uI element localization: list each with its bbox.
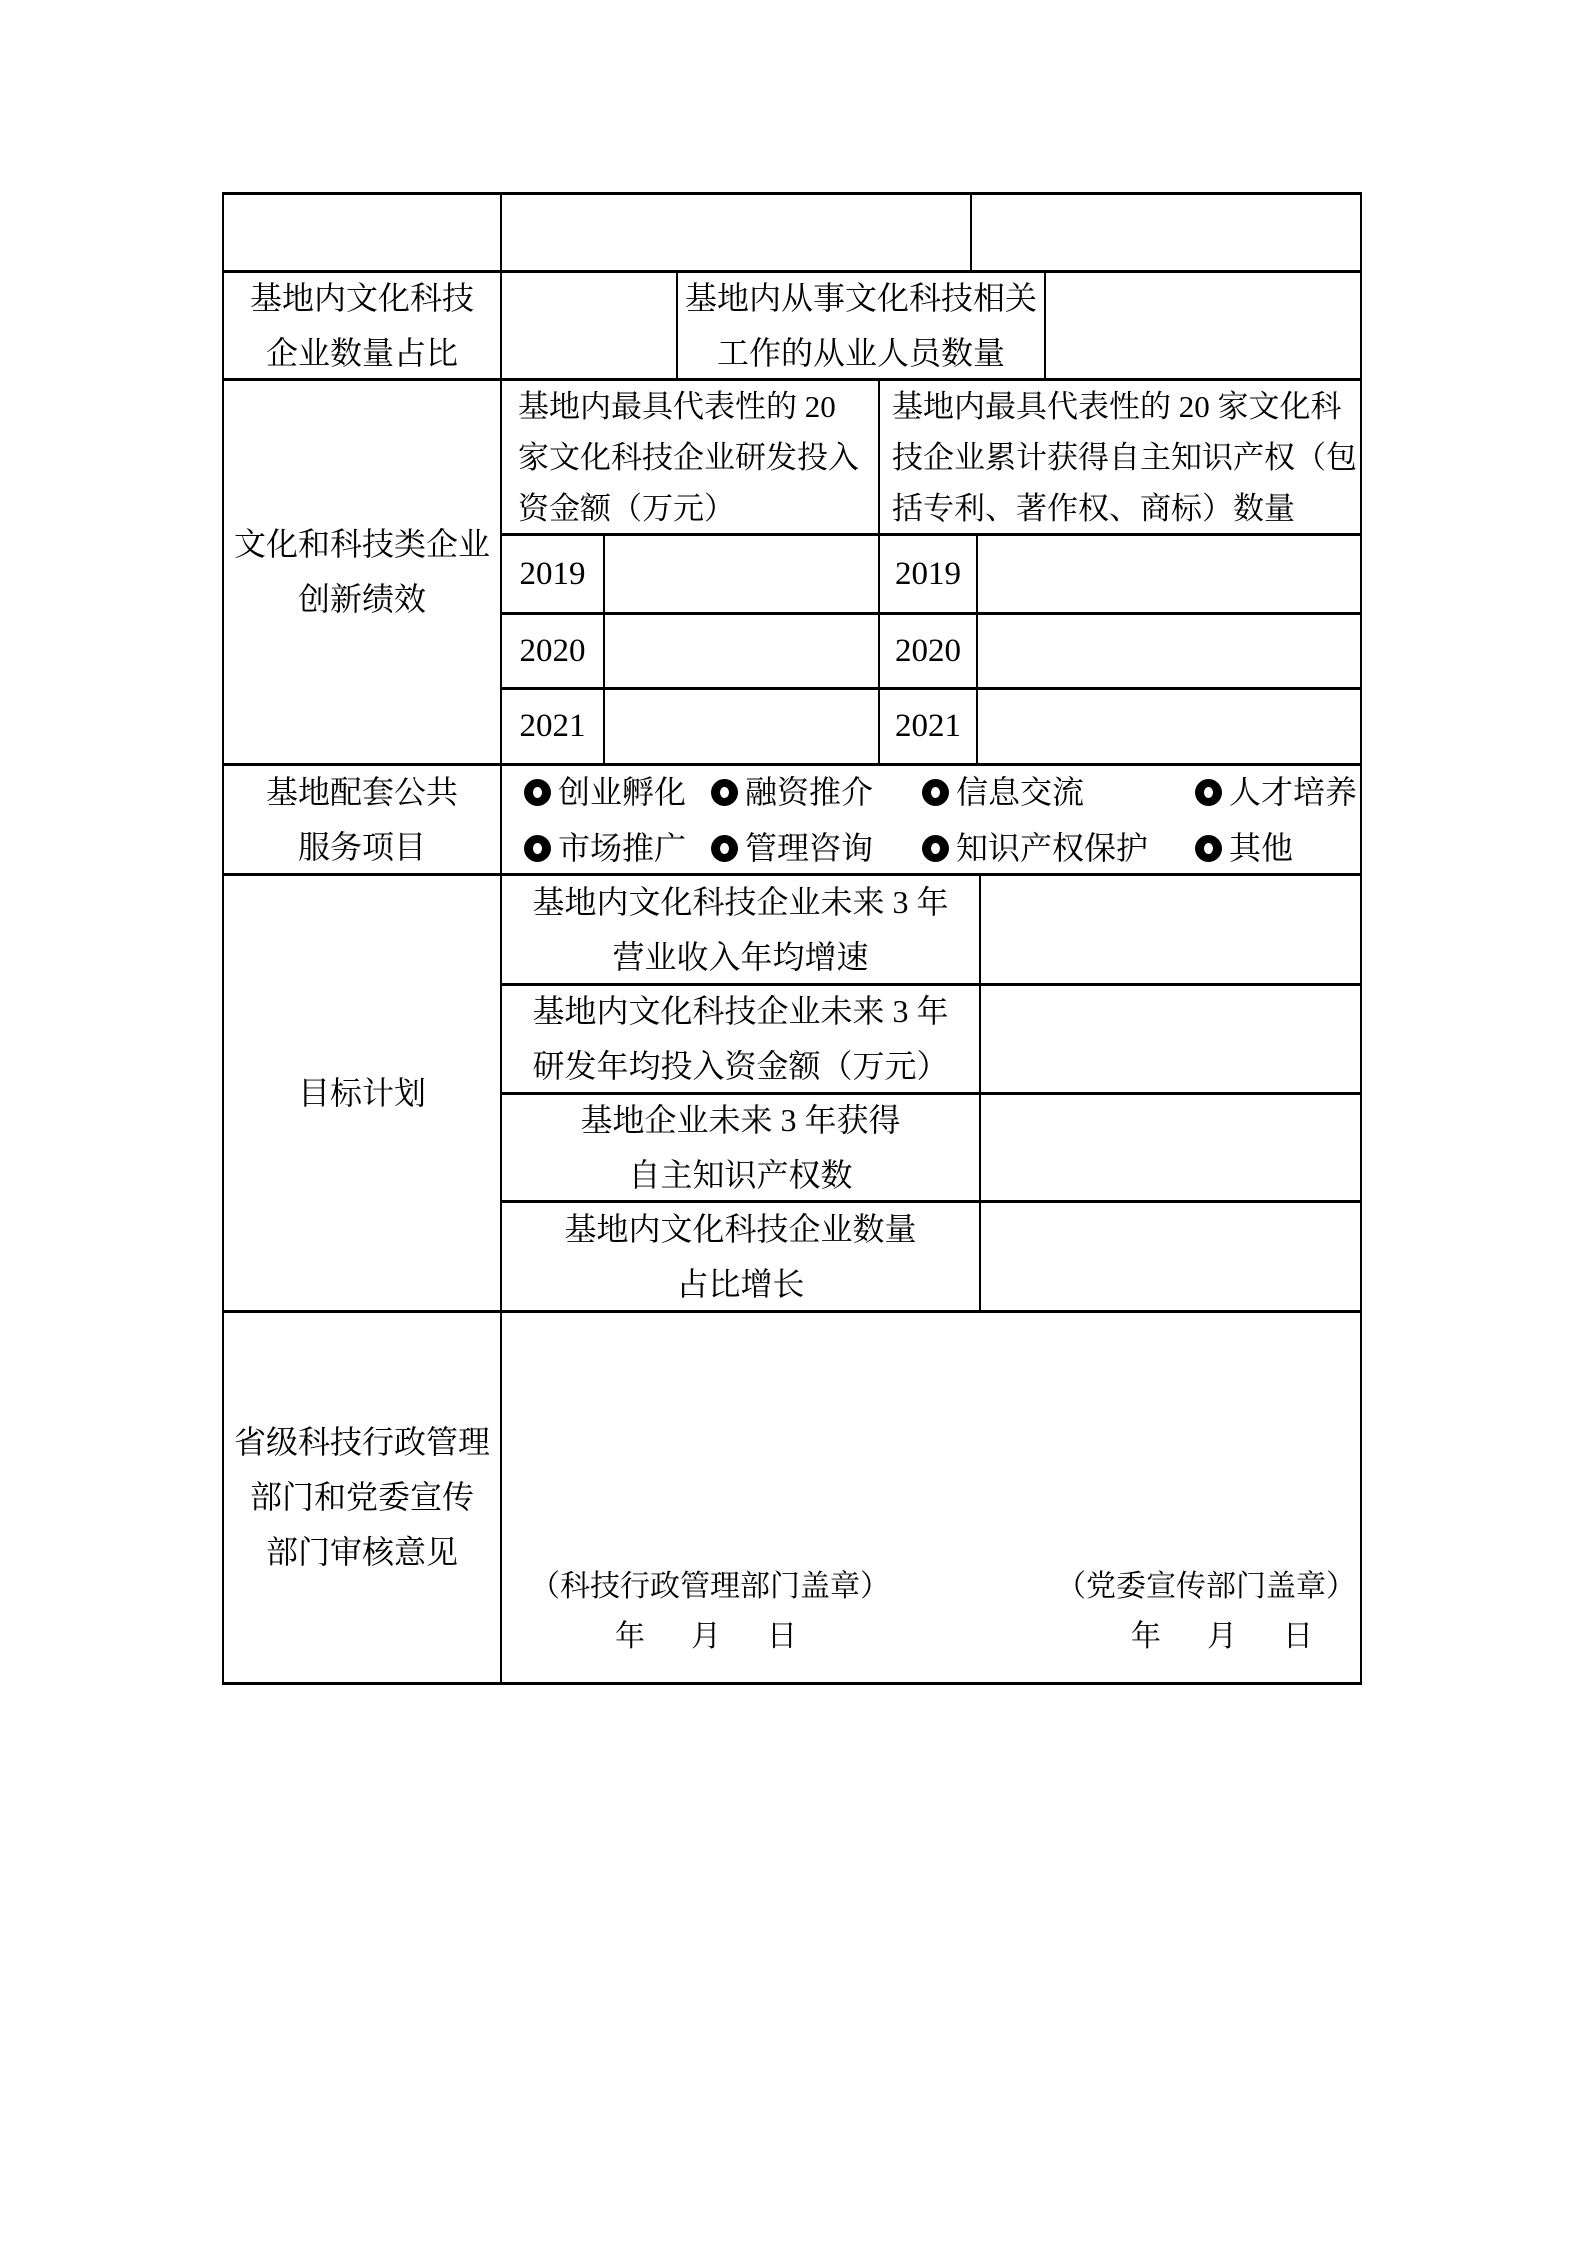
option-bullet-icon	[524, 835, 551, 862]
option-label: 知识产权保护	[956, 829, 1149, 866]
services-options-row1	[502, 765, 1360, 819]
application-form-table	[222, 192, 1362, 1685]
option-bullet-icon	[524, 779, 551, 806]
option-label: 人才培养	[1229, 773, 1358, 810]
services-options-row2	[502, 821, 1360, 875]
rd-year-2020-label: 2020	[519, 632, 586, 669]
option-bullet-icon	[922, 835, 949, 862]
option-bullet-icon	[922, 779, 949, 806]
goal-q1-line2: 营业收入年均增速	[612, 938, 869, 975]
goal-q3-line1: 基地企业未来 3 年获得	[580, 1101, 901, 1138]
goal-q2-line2: 研发年均投入资金额（万元）	[532, 1048, 949, 1084]
rd-year-2021-label: 2021	[519, 708, 586, 744]
qty-ratio-label-cell	[224, 273, 502, 381]
ip-year-2020-cell	[880, 615, 978, 690]
party-dept-date-line: 年 月 日	[1131, 1620, 1321, 1653]
qty-ratio-value-cell[interactable]	[502, 273, 678, 381]
option-other[interactable]	[1195, 821, 1360, 876]
continuation-cell-b[interactable]	[502, 195, 972, 273]
option-financing-promotion[interactable]	[711, 765, 922, 820]
ip-year-2019-label: 2019	[895, 555, 961, 592]
rd-value-2021-cell[interactable]	[605, 690, 880, 766]
option-label: 创业孵化	[558, 773, 687, 810]
goal-revenue-growth-label-cell	[502, 876, 981, 986]
innovation-label-line1: 文化和科技类企业	[233, 526, 490, 562]
innovation-label-line2: 创新绩效	[297, 581, 426, 617]
goal-q4-line1: 基地内文化科技企业数量	[564, 1210, 917, 1247]
goal-q3-line2: 自主知识产权数	[628, 1156, 853, 1193]
tech-dept-stamp-block	[530, 1562, 890, 1662]
goal-revenue-growth-value-cell[interactable]	[981, 876, 1360, 986]
review-opinion-cell[interactable]	[502, 1313, 1360, 1682]
option-bullet-icon	[1195, 779, 1222, 806]
ip-value-2020-cell[interactable]	[978, 615, 1360, 690]
continuation-cell-c[interactable]	[972, 195, 1360, 273]
tech-dept-date-line: 年 月 日	[615, 1620, 805, 1653]
worker-count-label-line1: 基地内从事文化科技相关	[684, 279, 1037, 316]
option-label: 管理咨询	[745, 829, 874, 866]
ip-count-header-cell	[880, 381, 1360, 536]
rd-value-2019-cell[interactable]	[605, 536, 880, 615]
goal-rd-investment-label-cell	[502, 986, 981, 1095]
qty-ratio-label-line2: 企业数量占比	[265, 334, 458, 371]
stamp-area	[502, 1562, 1360, 1682]
rd-header-line2: 家文化科技企业研发投入	[518, 439, 859, 475]
ip-header-line1: 基地内最具代表性的 20 家文化科	[892, 388, 1342, 424]
worker-count-value-cell[interactable]	[1046, 273, 1360, 381]
option-label: 其他	[1229, 829, 1294, 866]
rd-header-line1: 基地内最具代表性的 20	[518, 388, 836, 424]
ip-value-2019-cell[interactable]	[978, 536, 1360, 615]
review-label-line3: 部门审核意见	[265, 1534, 458, 1570]
ip-year-2019-cell	[880, 536, 978, 615]
option-talent-training[interactable]	[1195, 765, 1360, 820]
option-management-consulting[interactable]	[711, 821, 922, 876]
goal-ip-count-value-cell[interactable]	[981, 1095, 1360, 1203]
review-label-cell	[224, 1313, 502, 1682]
goal-ip-count-label-cell	[502, 1095, 981, 1203]
option-bullet-icon	[711, 779, 738, 806]
services-options-cell	[502, 766, 1360, 876]
goal-rd-investment-value-cell[interactable]	[981, 986, 1360, 1095]
continuation-cell-a	[224, 195, 502, 273]
option-label: 融资推介	[745, 773, 874, 810]
option-bullet-icon	[711, 835, 738, 862]
worker-count-label-cell	[678, 273, 1046, 381]
party-dept-stamp-block	[1056, 1562, 1356, 1662]
ip-value-2021-cell[interactable]	[978, 690, 1360, 766]
rd-year-2020-cell	[502, 615, 605, 690]
goal-qty-ratio-growth-label-cell	[502, 1203, 981, 1313]
ip-year-2021-label: 2021	[895, 708, 961, 744]
tech-dept-stamp-label: （科技行政管理部门盖章）	[530, 1570, 890, 1603]
rd-investment-header-cell	[502, 381, 880, 536]
goal-q4-line2: 占比增长	[676, 1265, 805, 1302]
worker-count-label-line2: 工作的从业人员数量	[716, 334, 1005, 371]
party-dept-stamp-label: （党委宣传部门盖章）	[1056, 1570, 1356, 1603]
rd-value-2020-cell[interactable]	[605, 615, 880, 690]
option-information-exchange[interactable]	[922, 765, 1195, 820]
option-bullet-icon	[1195, 835, 1222, 862]
ip-header-line3: 括专利、著作权、商标）数量	[892, 490, 1295, 526]
services-label-line2: 服务项目	[297, 828, 426, 865]
rd-year-2019-label: 2019	[519, 555, 586, 592]
option-ip-protection[interactable]	[922, 821, 1195, 876]
goal-qty-ratio-growth-value-cell[interactable]	[981, 1203, 1360, 1313]
innovation-section-label-cell	[224, 381, 502, 766]
goal-q2-line1: 基地内文化科技企业未来 3 年	[532, 993, 949, 1029]
option-market-promotion[interactable]	[524, 821, 711, 876]
review-label-line1: 省级科技行政管理	[233, 1424, 490, 1460]
ip-header-line2: 技企业累计获得自主知识产权（包	[892, 439, 1357, 475]
option-label: 市场推广	[558, 829, 687, 866]
goals-section-label-cell	[224, 876, 502, 1313]
goal-q1-line1: 基地内文化科技企业未来 3 年	[532, 883, 949, 920]
services-label-cell	[224, 766, 502, 876]
qty-ratio-label-line1: 基地内文化科技	[249, 279, 474, 316]
rd-year-2019-cell	[502, 536, 605, 615]
goals-label: 目标计划	[297, 1074, 426, 1111]
review-label-line2: 部门和党委宣传	[249, 1479, 474, 1515]
option-label: 信息交流	[956, 773, 1085, 810]
services-label-line1: 基地配套公共	[265, 773, 458, 810]
ip-year-2020-label: 2020	[895, 632, 961, 669]
rd-header-line3: 资金额（万元）	[518, 490, 735, 526]
ip-year-2021-cell	[880, 690, 978, 766]
option-startup-incubation[interactable]	[524, 765, 711, 820]
rd-year-2021-cell	[502, 690, 605, 766]
